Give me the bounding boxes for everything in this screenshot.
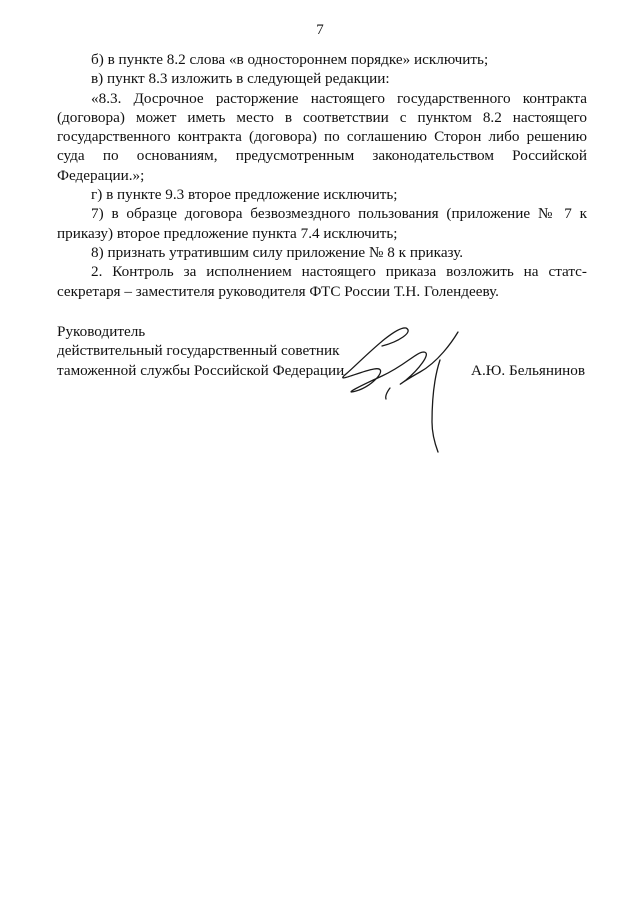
paragraph-item-8: 8) признать утратившим силу приложение № 8 к приказу.: [91, 243, 464, 261]
page-number: 7: [316, 22, 324, 38]
paragraph-control-clause: 2. Контроль за исполнением настоящего приказа возложить на статс-секретаря – заместителя руководителя ФТС России Т.Н. Голендееву.: [57, 263, 587, 300]
handwritten-signature: [332, 322, 482, 462]
signer-name: А.Ю. Бельянинов: [471, 362, 586, 379]
paragraph-item-v: в) пункт 8.3 изложить в следующей редакции:: [91, 70, 390, 88]
paragraph-quoted-clause-8-3: «8.3. Досрочное расторжение настоящего государственного контракта (договора) может иметь место в соответствии с пунктом 8.2 настоящего государственного контракта (договора) по соглашению Сторон либо решению суда по основаниям, предусмотренным законодательством Российской Федерации.»;: [57, 89, 587, 184]
paragraph-item-7: 7) в образце договора безвозмездного пользования (приложение № 7 к приказу) второе предложение пункта 7.4 исключить;: [57, 205, 587, 242]
signer-title-line: таможенной службы Российской Федерации: [57, 361, 345, 379]
signature-block: [57, 322, 587, 462]
document-body: [57, 50, 587, 301]
paragraph-item-g: г) в пункте 9.3 второе предложение исключить;: [91, 186, 398, 204]
paragraph-item-b: б) в пункте 8.2 слова «в одностороннем порядке» исключить;: [91, 51, 489, 68]
signer-title-line: Руководитель: [57, 323, 146, 340]
signer-title-line: действительный государственный советник: [57, 342, 340, 360]
